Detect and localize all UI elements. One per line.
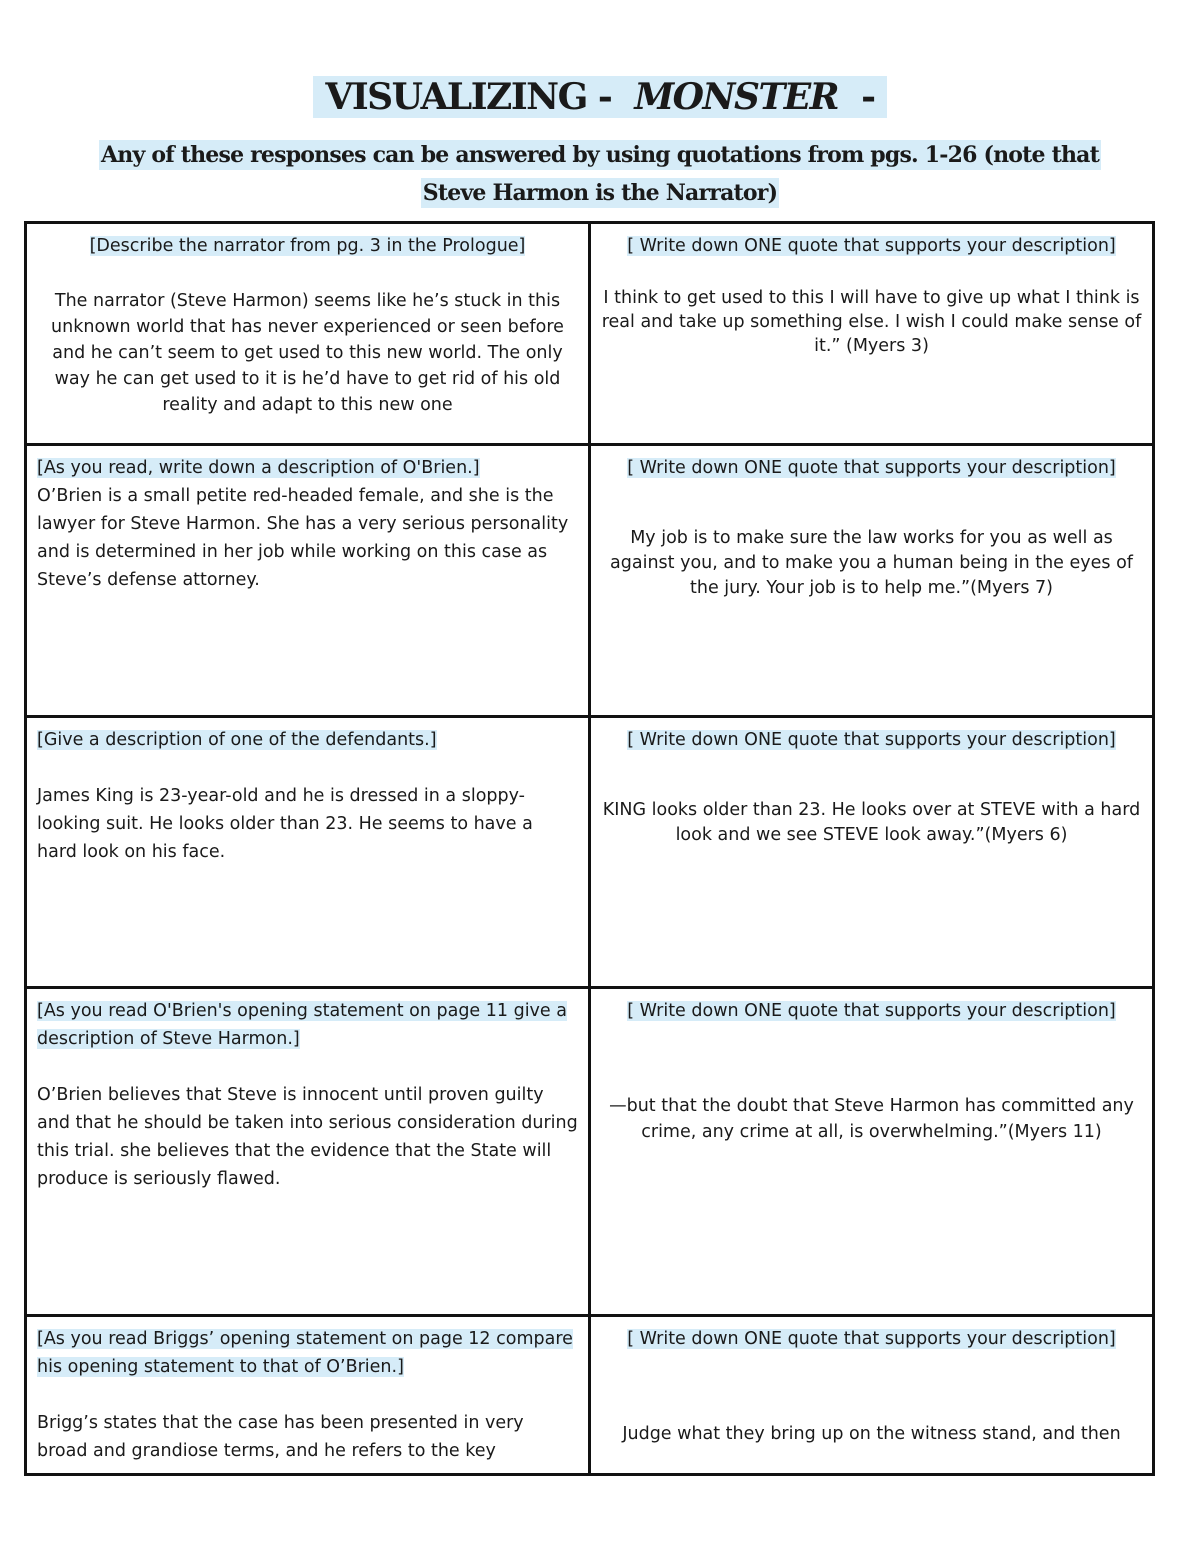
cell-defendant-quote[interactable] bbox=[590, 717, 1154, 988]
answer-text: Judge what they bring up on the witness stand, and then bbox=[622, 1424, 1121, 1444]
answer-text: The narrator (Steve Harmon) seems like he’s stuck in this unknown world that has never experienced or seen before and he can’t seem to get used to this new world. The only way he can get used to it is he’d have to get rid of his old reality and adapt to this new one bbox=[51, 291, 564, 415]
prompt-text: [ Write down ONE quote that supports your description] bbox=[627, 236, 1116, 256]
subtitle-line-2: Steve Harmon is the Narrator) bbox=[422, 180, 778, 206]
prompt-text: [ Write down ONE quote that supports your description] bbox=[627, 458, 1116, 478]
answer-text: James King is 23-year-old and he is dressed in a sloppy-looking suit. He looks older than 23. He seems to have a hard look on his face. bbox=[37, 786, 533, 862]
table-row bbox=[26, 717, 1154, 988]
cell-briggs-comparison[interactable] bbox=[26, 1316, 590, 1475]
prompt-text: [As you read Briggs’ opening statement on page 12 compare his opening statement to that of O’Brien.] bbox=[37, 1329, 573, 1377]
cell-briggs-quote[interactable] bbox=[590, 1316, 1154, 1475]
cell-narrator-description[interactable] bbox=[26, 223, 590, 445]
cell-steve-description[interactable] bbox=[26, 988, 590, 1316]
title-italic: MONSTER bbox=[634, 76, 839, 118]
prompt-text: [Give a description of one of the defendants.] bbox=[37, 730, 437, 750]
prompt-text: [ Write down ONE quote that supports your description] bbox=[627, 1001, 1116, 1021]
title-tail: - bbox=[850, 76, 875, 118]
answer-text: —but that the doubt that Steve Harmon has committed any crime, any crime at all, is overwhelming.”(Myers 11) bbox=[609, 1096, 1134, 1142]
prompt-text: [ Write down ONE quote that supports your description] bbox=[627, 1329, 1116, 1349]
cell-obrien-description[interactable] bbox=[26, 445, 590, 717]
cell-narrator-quote[interactable] bbox=[590, 223, 1154, 445]
table-row bbox=[26, 988, 1154, 1316]
worksheet-table bbox=[24, 221, 1155, 1476]
prompt-text: [Describe the narrator from pg. 3 in the Prologue] bbox=[89, 236, 526, 256]
prompt-text: [ Write down ONE quote that supports your description] bbox=[627, 730, 1116, 750]
answer-text: Brigg’s states that the case has been presented in very broad and grandiose terms, and he refers to the key bbox=[37, 1413, 524, 1461]
page-title bbox=[0, 70, 1200, 124]
prompt-text: [As you read, write down a description of O'Brien.] bbox=[37, 458, 480, 478]
table-row bbox=[26, 223, 1154, 445]
title-main: VISUALIZING - bbox=[325, 76, 623, 118]
table-row bbox=[26, 1316, 1154, 1475]
page-subtitle bbox=[60, 136, 1140, 212]
subtitle-line-1: Any of these responses can be answered by using quotations from pgs. 1-26 (note that bbox=[101, 142, 1099, 168]
answer-text: KING looks older than 23. He looks over at STEVE with a hard look and we see STEVE look away.”(Myers 6) bbox=[602, 800, 1141, 845]
cell-obrien-quote[interactable] bbox=[590, 445, 1154, 717]
table-row bbox=[26, 445, 1154, 717]
cell-defendant-description[interactable] bbox=[26, 717, 590, 988]
cell-steve-quote[interactable] bbox=[590, 988, 1154, 1316]
answer-text: My job is to make sure the law works for you as well as against you, and to make you a human being in the eyes of the jury. Your job is to help me.”(Myers 7) bbox=[610, 528, 1133, 598]
prompt-text: [As you read O'Brien's opening statement on page 11 give a description of Steve Harmon.] bbox=[37, 1001, 567, 1049]
answer-text: I think to get used to this I will have to give up what I think is real and take up something else. I wish I could make sense of it.” (Myers 3) bbox=[601, 288, 1142, 356]
answer-text: O’Brien believes that Steve is innocent until proven guilty and that he should be taken into serious consideration during this trial. she believes that the evidence that the State will produce is seriously flawed. bbox=[37, 1085, 578, 1189]
answer-text: O’Brien is a small petite red-headed female, and she is the lawyer for Steve Harmon. She has a very serious personality and is determined in her job while working on this case as Steve’s defense attorney. bbox=[37, 486, 569, 590]
